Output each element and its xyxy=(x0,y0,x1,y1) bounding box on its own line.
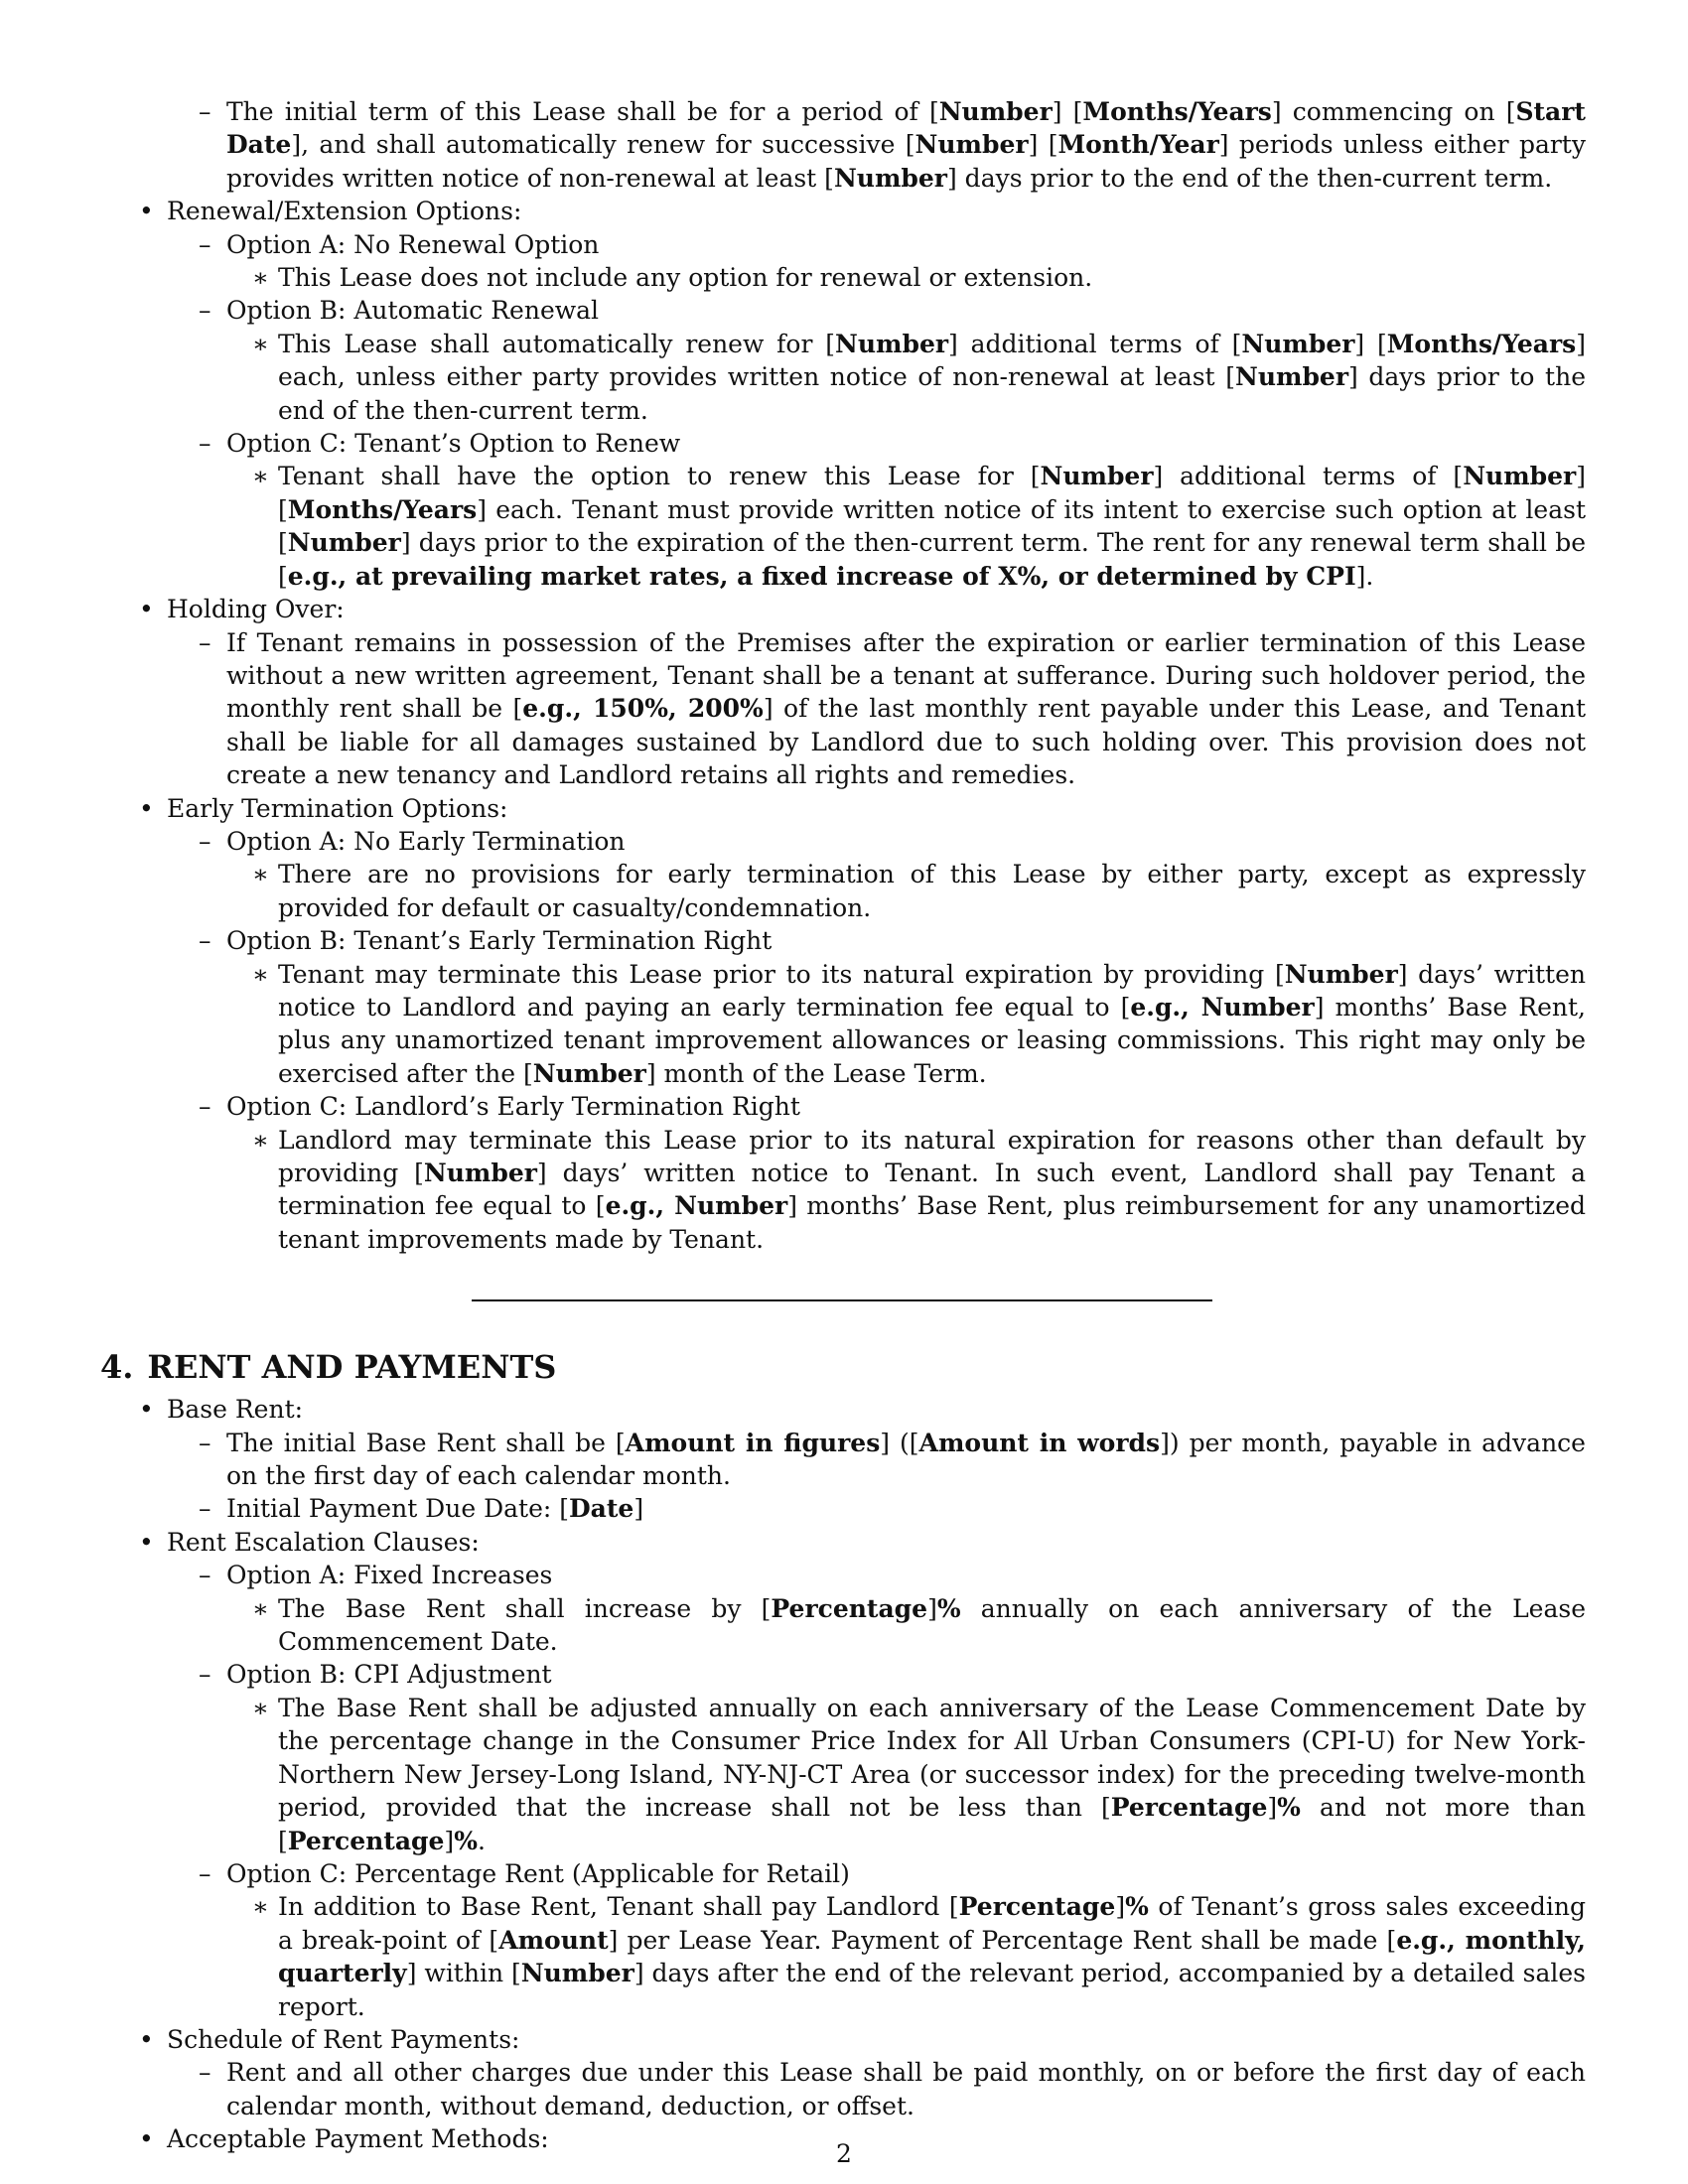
early-termination-option-a-text: ∗ There are no provisions for early termination of this Lease by either party, except as expressly provided for default or casualty/condemnation. xyxy=(252,860,1586,922)
dash-marker: – xyxy=(199,1428,211,1457)
dash-marker: – xyxy=(199,2058,211,2088)
schedule-text: – Rent and all other charges due under this Lease shall be paid monthly, on or before the first day of each calendar month, without demand, deduction, or offset. xyxy=(199,2058,1586,2120)
holding-over-heading: • Holding Over: xyxy=(100,593,1586,625)
bullet-marker: • xyxy=(139,793,154,823)
schedule-heading: • Schedule of Rent Payments: xyxy=(100,2023,1586,2056)
asterisk-marker: ∗ xyxy=(252,1593,269,1623)
document-body xyxy=(100,95,1586,2156)
bullet-marker: • xyxy=(139,595,154,624)
escalation-option-a-title: – Option A: Fixed Increases xyxy=(100,1559,1586,1591)
dash-marker: – xyxy=(199,229,211,259)
early-termination-option-c-title: – Option C: Landlord’s Early Termination Right xyxy=(100,1090,1586,1123)
bullet-marker: • xyxy=(139,2124,154,2154)
section-4-heading: 4. RENT AND PAYMENTS xyxy=(100,1348,557,1387)
base-rent-initial: – The initial Base Rent shall be [Amount in figures] ([Amount in words]) per month, payable in advance on the first day of each calendar month. xyxy=(199,1428,1586,1491)
dash-marker: – xyxy=(199,826,211,856)
initial-term-clause: – The initial term of this Lease shall be for a period of [Number] [Months/Years] commencing on [Start Date], and shall automatically renew for successive [Number] [Month/Year] periods unless either party provides written notice of non-renewal at least [Number] days prior to the end of the then-current term. xyxy=(199,97,1586,193)
escalation-option-a-text: ∗ The Base Rent shall increase by [Percentage]% annually on each anniversary of the Lease Commencement Date. xyxy=(252,1593,1586,1657)
asterisk-marker: ∗ xyxy=(252,1693,269,1722)
holding-over-text: – If Tenant remains in possession of the Premises after the expiration or earlier termination of this Lease without a new written agreement, Tenant shall be a tenant at sufferance. During such holdover period, the monthly rent shall be [e.g., 150%, 200%] of the last monthly rent payable under this Lease, and Tenant shall be liable for all damages sustained by Landlord due to such holding over. This provision does not create a new tenancy and Landlord retains all rights and remedies. xyxy=(199,627,1586,790)
asterisk-marker: ∗ xyxy=(252,329,269,358)
dash-marker: – xyxy=(199,926,211,956)
early-termination-option-b-title: – Option B: Tenant’s Early Termination Right xyxy=(100,924,1586,957)
renewal-option-a-title: – Option A: No Renewal Option xyxy=(100,228,1586,261)
dash-marker: – xyxy=(199,627,211,657)
escalation-option-c-text: ∗ In addition to Base Rent, Tenant shall pay Landlord [Percentage]% of Tenant’s gross sales exceeding a break-point of [Amount] per Lease Year. Payment of Percentage Rent shall be made [e.g., monthly, quarterly] within [Number] days after the end of the relevant period, accompanied by a detailed sales report. xyxy=(252,1892,1586,2021)
dash-marker: – xyxy=(199,1561,211,1590)
early-termination-heading: • Early Termination Options: xyxy=(100,792,1586,825)
renewal-option-a-text: ∗ This Lease does not include any option for renewal or extension. xyxy=(100,261,1586,294)
base-rent-due-date: – Initial Payment Due Date: [Date] xyxy=(100,1492,1586,1525)
renewal-option-b-title: – Option B: Automatic Renewal xyxy=(100,294,1586,327)
renewal-heading: • Renewal/Extension Options: xyxy=(100,195,1586,227)
bullet-marker: • xyxy=(139,1395,154,1425)
page-number: 2 xyxy=(836,2139,852,2168)
asterisk-marker: ∗ xyxy=(252,263,269,293)
bullet-marker: • xyxy=(139,1527,154,1557)
dash-marker: – xyxy=(199,296,211,326)
escalation-heading: • Rent Escalation Clauses: xyxy=(100,1526,1586,1559)
escalation-option-b-title: – Option B: CPI Adjustment xyxy=(100,1658,1586,1691)
bullet-marker: • xyxy=(139,197,154,226)
bullet-marker: • xyxy=(139,2024,154,2054)
asterisk-marker: ∗ xyxy=(252,860,269,889)
renewal-option-c-text: ∗ Tenant shall have the option to renew this Lease for [Number] additional terms of [Number] [Months/Years] each. Tenant must provide written notice of its intent to exercise such option at least [Number] days prior to the expiration of the then-current term. The rent for any renewal term shall be [e.g., at prevailing market rates, a fixed increase of X%, or determined by CPI]. xyxy=(252,462,1586,591)
asterisk-marker: ∗ xyxy=(252,1892,269,1922)
renewal-option-b-text: ∗ This Lease shall automatically renew for [Number] additional terms of [Number] [Months/Years] each, unless either party provides written notice of non-renewal at least [Number] days prior to the end of the then-current term. xyxy=(252,329,1587,425)
early-termination-option-b-text: ∗ Tenant may terminate this Lease prior to its natural expiration by providing [Number] days’ written notice to Landlord and paying an early termination fee equal to [e.g., Number] months’ Base Rent, plus any unamortized tenant improvement allowances or leasing commissions. This right may only be exercised after the [Number] month of the Lease Term. xyxy=(252,959,1586,1088)
escalation-option-b-text: ∗ The Base Rent shall be adjusted annually on each anniversary of the Lease Commencement Date by the percentage change in the Consumer Price Index for All Urban Consumers (CPI-U) for New York-Northern New Jersey-Long Island, NY-NJ-CT Area (or successor index) for the preceding twelve-month period, provided that the increase shall not be less than [Percentage]% and not more than [Percentage]%. xyxy=(252,1693,1586,1855)
section-divider xyxy=(472,1299,1212,1301)
early-termination-option-c-text: ∗ Landlord may terminate this Lease prior to its natural expiration for reasons other than default by providing [Number] days’ written notice to Tenant. In such event, Landlord shall pay Tenant a termination fee equal to [e.g., Number] months’ Base Rent, plus reimbursement for any unamortized tenant improvements made by Tenant. xyxy=(252,1125,1586,1254)
asterisk-marker: ∗ xyxy=(252,959,269,989)
escalation-option-c-title: – Option C: Percentage Rent (Applicable for Retail) xyxy=(100,1857,1586,1890)
dash-marker: – xyxy=(199,1092,211,1122)
payment-methods-heading: • Acceptable Payment Methods: xyxy=(100,2122,1586,2155)
dash-marker: – xyxy=(199,429,211,459)
asterisk-marker: ∗ xyxy=(252,462,269,491)
dash-marker: – xyxy=(199,1494,211,1524)
dash-marker: – xyxy=(199,97,211,126)
dash-marker: – xyxy=(199,1858,211,1888)
base-rent-heading: • Base Rent: xyxy=(100,1393,1586,1426)
early-termination-option-a-title: – Option A: No Early Termination xyxy=(100,825,1586,858)
dash-marker: – xyxy=(199,1660,211,1690)
renewal-option-c-title: – Option C: Tenant’s Option to Renew xyxy=(100,427,1586,460)
asterisk-marker: ∗ xyxy=(252,1125,269,1155)
